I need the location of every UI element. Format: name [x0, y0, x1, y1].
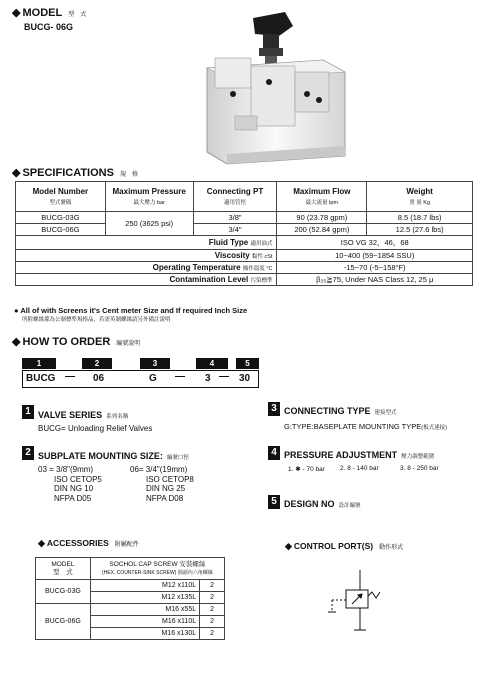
cell-flow: 200 (52.84 gpm): [277, 224, 367, 236]
cell-qty: 2: [200, 628, 225, 640]
order-code: 06: [93, 373, 105, 384]
header-connecting: Connecting PT 適用管徑: [193, 182, 277, 212]
prop-row-temperature: [16, 262, 473, 274]
prop-value: 10~400 (59~1854 SSU): [277, 250, 473, 262]
prop-label: Fluid Type 適用油式: [16, 236, 277, 250]
spec-header-row: [16, 182, 473, 212]
hydraulic-symbol-icon: [328, 568, 383, 638]
model-section-title: ◆ MODEL 型 式: [12, 7, 87, 19]
cell-qty: 2: [200, 580, 225, 592]
header-max-pressure: Maximum Pressure 最大壓力 bar: [105, 182, 193, 212]
valve-series-title: VALVE SERIES 系列名稱: [38, 410, 129, 420]
connecting-type-desc: G:TYPE:BASEPLATE MOUNTING TYPE(板式連接): [284, 422, 447, 431]
diamond-bullet-icon: ◆: [285, 541, 292, 551]
cell-pressure: 250 (3625 psi): [105, 212, 193, 236]
order-num: 3: [140, 358, 170, 369]
cell-model: BUCG-03G: [36, 580, 91, 604]
cell-screw: M16 x110L: [90, 616, 199, 628]
dash-separator: —: [219, 371, 229, 382]
accessories-header-row: [36, 558, 225, 580]
header-model-number: Model Number 型式號碼: [16, 182, 106, 212]
prop-value: ISO VG 32，46，68: [277, 236, 473, 250]
order-num: 2: [82, 358, 112, 369]
table-row: [16, 224, 473, 236]
order-code: BUCG: [26, 373, 56, 384]
diamond-bullet-icon: ◆: [12, 167, 21, 179]
item-number: 3: [268, 402, 280, 416]
cell-model: BUCG-03G: [16, 212, 106, 224]
specifications-table: [15, 181, 473, 286]
order-num: 1: [22, 358, 56, 369]
cell-screw: M16 x130L: [90, 628, 199, 640]
cell-connecting: 3/8": [193, 212, 277, 224]
subplate-option: ISO CETOP5: [54, 474, 102, 484]
prop-row-contamination: [16, 274, 473, 286]
item-number: 4: [268, 446, 280, 460]
cell-screw: M12 x110L: [90, 580, 199, 592]
header-model: MODEL 型 式: [36, 558, 91, 580]
subplate-option: 03 = 3/8"(9mm): [38, 465, 94, 474]
table-row: [16, 212, 473, 224]
subplate-option: DIN NG 25: [146, 484, 186, 493]
control-port-section-title: ◆ CONTROL PORT(S) 動作形式: [285, 541, 404, 551]
table-row: [36, 604, 225, 616]
item-number: 1: [22, 405, 34, 419]
valve-product-image: [195, 6, 375, 168]
screw-note: ● All of with Screens it's Cent meter Size and If required Inch Size: [14, 306, 248, 315]
pressure-option: 3. 8 - 250 bar: [400, 465, 439, 472]
pressure-option: 2. 8 - 140 bar: [340, 465, 379, 472]
how-to-order-title: ◆ HOW TO ORDER 編號說明: [12, 336, 141, 348]
cell-weight: 12.5 (27.6 lbs): [367, 224, 473, 236]
item-number: 5: [268, 495, 280, 509]
cell-qty: 2: [200, 616, 225, 628]
subplate-title: SUBPLATE MOUNTING SIZE: 編號口徑: [38, 451, 189, 461]
connecting-type-title: CONNECTING TYPE 連接型式: [284, 406, 397, 416]
cell-model: BUCG-06G: [16, 224, 106, 236]
header-screw: SOCHOL CAP SCREW 安裝螺絲 (HEX. COUNTER-SINK SCREW) 圓頭內六角螺絲: [90, 558, 224, 580]
specifications-section-title: ◆ SPECIFICATIONS 規 格: [12, 167, 138, 179]
prop-value: -15~70 (-5~158°F): [277, 262, 473, 274]
cell-screw: M16 x55L: [90, 604, 199, 616]
subplate-options-col2: [130, 465, 194, 503]
screw-note-cn: 所附螺絲係為公制標準規格品，若需英制螺絲請另外備註說明: [22, 317, 171, 323]
prop-value: β₂₅≧75, Under NAS Class 12, 25 μ: [277, 274, 473, 286]
order-num: 4: [196, 358, 228, 369]
pressure-adjustment-title: PRESSURE ADJUSTMENT 壓力調整範圍: [284, 450, 435, 460]
dash-separator: —: [175, 371, 185, 382]
diamond-bullet-icon: ◆: [12, 7, 21, 19]
subplate-option: NFPA D05: [54, 493, 92, 503]
prop-row-viscosity: [16, 250, 473, 262]
order-num: 5: [236, 358, 259, 369]
design-no-title: DESIGN NO 設計編號: [284, 499, 361, 509]
cell-weight: 8.5 (18.7 lbs): [367, 212, 473, 224]
order-code-example: [22, 370, 259, 388]
header-weight: Weight 重 量 Kg: [367, 182, 473, 212]
valve-series-desc: BUCG= Unloading Relief Valves: [38, 424, 153, 433]
order-code: G: [149, 373, 157, 384]
cell-qty: 2: [200, 604, 225, 616]
subplate-option: ISO CETOP8: [146, 474, 194, 484]
cell-flow: 90 (23.78 gpm): [277, 212, 367, 224]
pressure-option: 1. ✱ - 70 bar: [288, 466, 325, 473]
diamond-bullet-icon: ◆: [12, 336, 21, 348]
subplate-options-col1: [38, 465, 102, 503]
order-code: 30: [239, 373, 251, 384]
prop-label: Operating Temperature 操作溫度 °C: [16, 262, 277, 274]
accessories-table: [35, 557, 225, 640]
diamond-bullet-icon: ◆: [38, 538, 45, 548]
order-code: 3: [205, 373, 211, 384]
accessories-section-title: ◆ ACCESSORIES 附屬配件: [38, 538, 139, 548]
subplate-option: 06= 3/4"(19mm): [130, 465, 188, 474]
cell-qty: 2: [200, 592, 225, 604]
prop-label: Viscosity 黏性 cSt: [16, 250, 277, 262]
prop-row-fluid: [16, 236, 473, 250]
subplate-option: NFPA D08: [146, 493, 184, 503]
subplate-option: DIN NG 10: [54, 484, 94, 493]
cell-connecting: 3/4": [193, 224, 277, 236]
dash-separator: —: [65, 371, 75, 382]
header-max-flow: Maximum Flow 最大流量 lpm: [277, 182, 367, 212]
cell-model: BUCG-06G: [36, 604, 91, 640]
prop-label: Contamination Level 污染標準: [16, 274, 277, 286]
cell-screw: M12 x135L: [90, 592, 199, 604]
table-row: [36, 580, 225, 592]
model-code: BUCG- 06G: [24, 22, 74, 32]
order-position-numbers: [22, 358, 259, 369]
item-number: 2: [22, 446, 34, 460]
